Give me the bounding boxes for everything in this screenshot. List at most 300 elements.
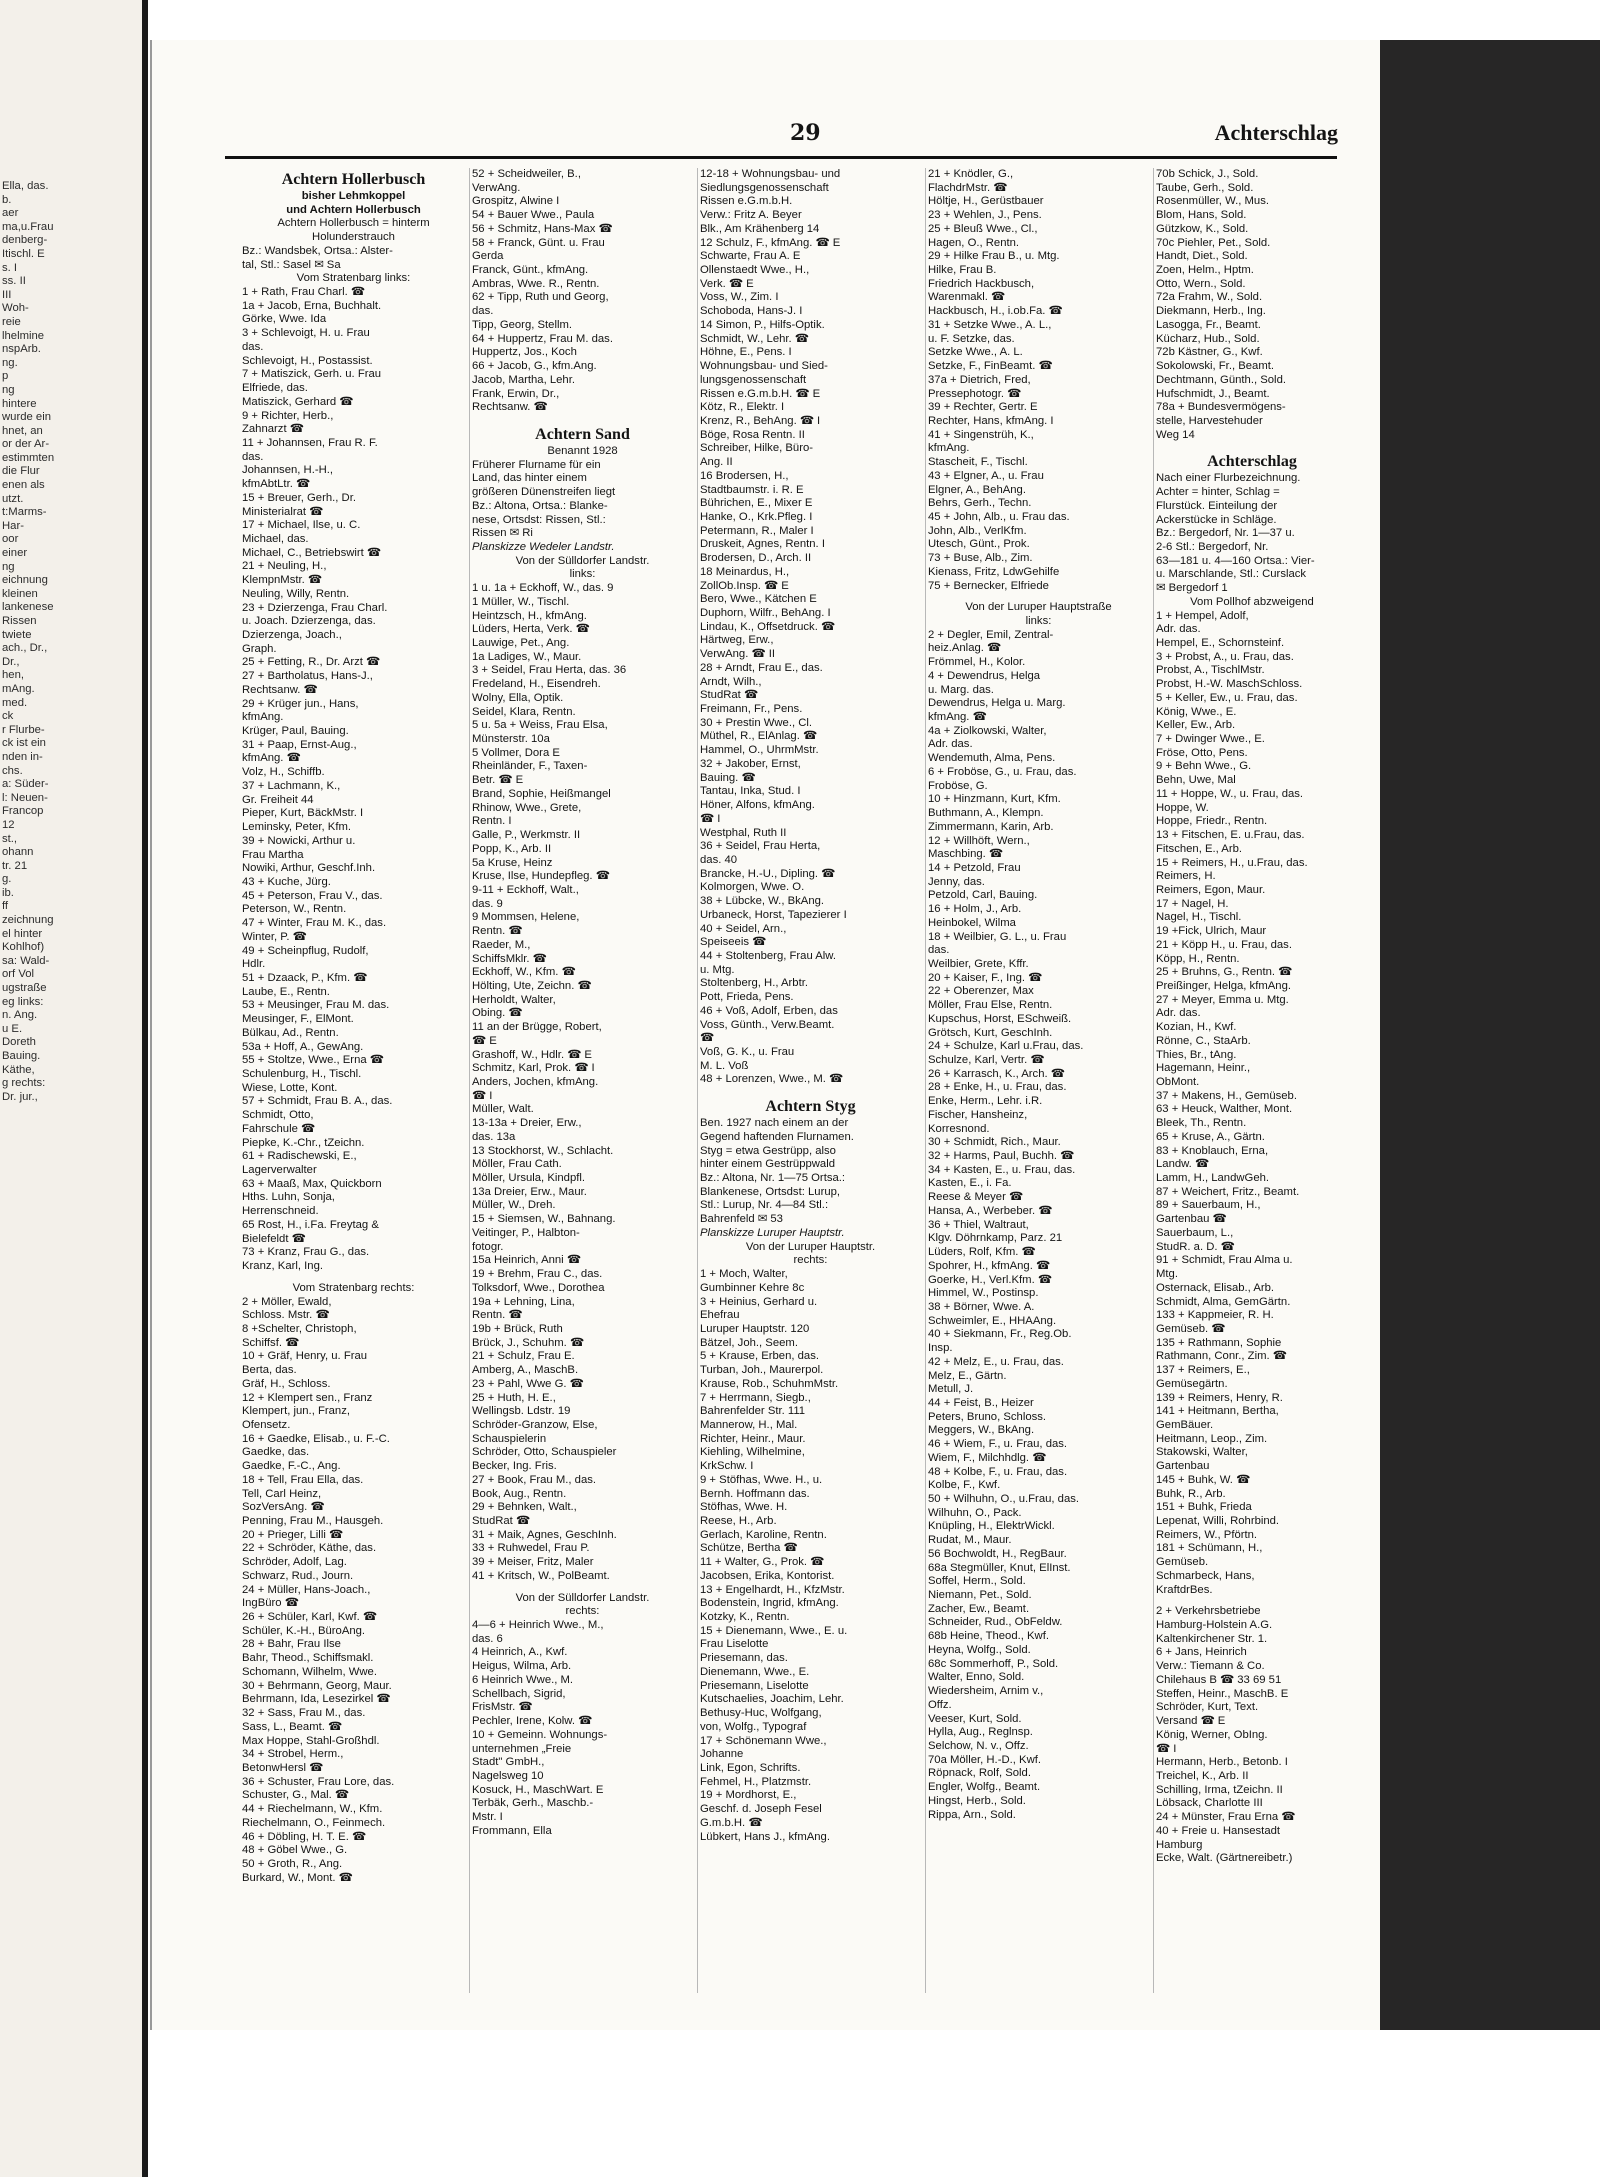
directory-line: 27 + Bartholatus, Hans-J., [242, 670, 373, 683]
directory-line: Hoppe, Friedr., Rentn. [1156, 815, 1268, 828]
directory-line: Raeder, M., [472, 938, 531, 951]
directory-line: Weilbier, Grete, Kffr. [928, 957, 1029, 970]
directory-line: 44 + Feist, B., Heizer [928, 1396, 1034, 1409]
directory-line: 66 + Jacob, G., kfm.Ang. [472, 360, 597, 373]
directory-line: größeren Dünenstreifen liegt [472, 486, 616, 499]
directory-line: Behn, Uwe, Mal [1156, 774, 1236, 787]
directory-line: Planskizze Wedeler Landstr. [472, 540, 615, 553]
directory-line: 1 + Moch, Walter, [700, 1268, 788, 1281]
directory-line: 63 + Maaß, Max, Quickborn [242, 1177, 382, 1190]
directory-line: Bodenstein, Ingrid, kfmAng. [700, 1597, 839, 1610]
directory-line: Veitinger, P., Halbton- [472, 1226, 580, 1239]
directory-line: Reimers, H. [1156, 870, 1216, 883]
directory-line: Styg = etwa Gestrüpp, also [700, 1144, 836, 1157]
directory-line: Stoltenberg, H., Arbtr. [700, 977, 809, 990]
directory-line: Früherer Flurname für ein [472, 458, 601, 471]
street-heading: Achtern Hollerbusch [281, 171, 426, 188]
directory-line: 56 + Schmitz, Hans-Max ☎ [472, 222, 613, 235]
directory-line: 43 + Kuche, Jürg. [242, 875, 331, 888]
directory-line: Hdlr. [242, 958, 266, 971]
directory-line: 50 + Groth, R., Ang. [242, 1857, 343, 1870]
facing-page-fragment: ck [2, 710, 14, 723]
directory-line: Veeser, Kurt, Sold. [928, 1712, 1022, 1725]
directory-line: 25 + Fetting, R., Dr. Arzt ☎ [242, 656, 381, 669]
facing-page-fragment: ohann [2, 846, 34, 859]
directory-line: Gartenbau [1156, 1460, 1210, 1473]
directory-line: ZollOb.Insp. ☎ E [700, 579, 789, 592]
directory-line: 3 + Schlevoigt, H. u. Frau [242, 327, 370, 340]
directory-line: KlempnMstr. ☎ [242, 574, 322, 587]
directory-line: 2 + Verkehrsbetriebe [1156, 1605, 1261, 1618]
directory-line: das. 40 [700, 853, 738, 866]
directory-line: Schiffsf. ☎ [242, 1336, 300, 1349]
directory-line: Schomann, Wilhelm, Wwe. [242, 1665, 377, 1678]
directory-line: Sauerbaum, L., [1156, 1226, 1234, 1239]
directory-line: Wellingsb. Ldstr. 19 [472, 1405, 571, 1418]
directory-line: 3 + Heinius, Gerhard u. [700, 1295, 818, 1308]
directory-line: 70c Piehler, Pet., Sold. [1156, 236, 1271, 249]
directory-line: FlachdrMstr. ☎ [928, 181, 1008, 194]
column-4 [928, 168, 1154, 1993]
directory-line: Adr. das. [928, 738, 973, 751]
directory-line: ☎ E [472, 1034, 497, 1047]
directory-line: Adr. das. [1156, 1007, 1201, 1020]
directory-line: Osternack, Elisab., Arb. [1156, 1281, 1275, 1294]
directory-line: 45 + John, Alb., u. Frau das. [928, 510, 1070, 523]
directory-line: Wiedersheim, Arnim v., [928, 1685, 1044, 1698]
directory-line: Lamm, H., LandwGeh. [1156, 1172, 1270, 1185]
directory-line: 28 + Arndt, Frau E., das. [700, 661, 823, 674]
directory-line: Preißinger, Helga, kfmAng. [1156, 979, 1291, 992]
directory-line: 151 + Buhk, Frieda [1156, 1501, 1252, 1514]
directory-line: 6 + Froböse, G., u. Frau, das. [928, 765, 1077, 778]
directory-line: Freimann, Fr., Pens. [700, 703, 803, 716]
directory-line: ☎ I [700, 812, 721, 825]
directory-line: u. Mtg. [700, 963, 735, 976]
directory-line: Heintzsch, H., kfmAng. [472, 609, 587, 622]
directory-line: Neuling, Willy, Rentn. [242, 587, 350, 600]
directory-line: Rippa, Arn., Sold. [928, 1808, 1016, 1821]
directory-line: Rechtsanw. ☎ [472, 401, 548, 414]
directory-line: Max Hoppe, Stahl-Großhdl. [242, 1734, 380, 1747]
facing-page-fragment: eichnung [2, 574, 48, 587]
directory-line: und Achtern Hollerbusch [286, 203, 421, 216]
directory-line: 6 Heinrich Wwe., M. [472, 1673, 574, 1686]
directory-line: Klempert, jun., Franz, [242, 1405, 350, 1418]
directory-line: Schwarz, Rud., Journ. [242, 1569, 354, 1582]
directory-line: 8 +Schelter, Christoph, [242, 1322, 357, 1335]
directory-line: Brodersen, D., Arch. II [700, 552, 812, 565]
directory-line: Möller, Frau Cath. [472, 1158, 562, 1171]
directory-line: 27 + Book, Frau M., das. [472, 1473, 597, 1486]
directory-line: 52 + Scheidweiler, B., [472, 168, 581, 180]
directory-line: 4—6 + Heinrich Wwe., M., [472, 1619, 604, 1632]
directory-line: 12 Schulz, F., kfmAng. ☎ E [700, 236, 841, 249]
directory-line: Bührichen, E., Mixer E [700, 497, 813, 510]
directory-line: Hanke, O., Krk.Pfleg. I [700, 510, 813, 523]
directory-line: Achter = hinter, Schlag = [1156, 486, 1280, 499]
column-2 [472, 168, 698, 1993]
directory-line: Bahrenfeld ✉ 53 [700, 1213, 783, 1226]
directory-line: Hermann, Herb., Betonb. I [1156, 1756, 1288, 1769]
directory-line: StudRat ☎ [472, 1515, 531, 1527]
directory-line: Wiem, F., Milchhdlg. ☎ [928, 1451, 1047, 1464]
directory-line: unternehmen „Freie [472, 1742, 572, 1755]
facing-page-fragment: zeichnung [2, 914, 54, 927]
directory-line: 3 + Seidel, Frau Herta, das. 36 [472, 664, 627, 677]
directory-line: Klgv. Döhrnkamp, Parz. 21 [928, 1232, 1063, 1245]
directory-line: 4a + Ziolkowski, Walter, [928, 724, 1047, 737]
directory-line: 15 + Breuer, Gerh., Dr. [242, 491, 356, 504]
directory-line: kfmAbtLtr. ☎ [242, 478, 311, 491]
directory-line: stelle, Harvestehuder [1156, 414, 1263, 427]
directory-line: 31 + Setzke Wwe., A. L., [928, 318, 1052, 331]
directory-line: 28 + Bahr, Frau Ilse [242, 1638, 341, 1651]
directory-line: Blk., Am Krähenberg 14 [700, 222, 820, 235]
directory-line: Gr. Freiheit 44 [242, 793, 314, 806]
directory-line: Rissen e.G.m.b.H. ☎ E [700, 387, 821, 400]
directory-line: Reese, H., Arb. [700, 1515, 777, 1527]
directory-line: u. F. Setzke, das. [928, 332, 1015, 345]
directory-line: Frommann, Ella [472, 1824, 552, 1837]
directory-line: 12 + Klempert sen., Franz [242, 1391, 373, 1404]
directory-line: 25 + Huth, H. E., [472, 1391, 556, 1404]
directory-line: 32 + Sass, Frau M., das. [242, 1707, 366, 1720]
directory-line: Kücharz, Hub., Sold. [1156, 332, 1260, 345]
directory-line: Korresnond. [928, 1122, 990, 1135]
directory-line: 62 + Tipp, Ruth und Georg, [472, 291, 609, 304]
facing-page-fragment: Doreth [2, 1036, 36, 1049]
directory-line: Heigus, Wilma, Arb. [472, 1660, 572, 1673]
directory-line: Vom Pollhof abzweigend [1190, 595, 1314, 608]
directory-line: Hilke, Frau B. [928, 264, 997, 277]
facing-page-fragment: kleinen [2, 587, 38, 600]
directory-line: Ang. II [700, 456, 733, 469]
directory-line: Johannsen, H.-H., [242, 464, 334, 477]
directory-line: Stl.: Lurup, Nr. 4—84 Stl.: [700, 1199, 829, 1212]
directory-line: Schwarte, Frau A. E [700, 250, 801, 263]
directory-line: Petermann, R., Maler I [700, 524, 814, 537]
directory-line: 72a Frahm, W., Sold. [1156, 291, 1263, 304]
directory-line: 14 Simon, P., Hilfs-Optik. [700, 318, 825, 331]
facing-page-fragment: ff [2, 900, 9, 913]
directory-line: Kruse, Ilse, Hundepfleg. ☎ [472, 870, 610, 883]
directory-line: 19 + Brehm, Frau C., das. [472, 1268, 603, 1281]
directory-line: 73 + Buse, Alb., Zim. [928, 552, 1033, 565]
directory-line: 34 + Kasten, E., u. Frau, das. [928, 1163, 1076, 1176]
directory-line: Stadt" GmbH., [472, 1756, 545, 1769]
facing-page-fragment: el hinter [2, 927, 43, 940]
column-1 [242, 168, 470, 1993]
directory-line: Warenmakl. ☎ [928, 291, 1006, 304]
directory-line: 41 + Kritsch, W., PolBeamt. [472, 1569, 610, 1582]
directory-line: Löbsack, Charlotte III [1156, 1797, 1263, 1810]
directory-line: 12 + Willhöft, Wern., [928, 834, 1030, 847]
directory-line: 36 + Seidel, Frau Herta, [700, 840, 821, 853]
directory-line: König, Wwe., E. [1156, 705, 1237, 718]
directory-line: Schmidt, Otto, [242, 1109, 314, 1122]
directory-line: Rentn. ☎ [472, 1309, 523, 1322]
directory-line: 23 + Wehlen, J., Pens. [928, 209, 1042, 222]
facing-page-fragment: t:Marms- [2, 506, 47, 519]
directory-line: Eckhoff, W., Kfm. ☎ [472, 966, 576, 979]
directory-line: Bz.: Bergedorf, Nr. 1—37 u. [1156, 527, 1295, 540]
directory-line: Kupschus, Horst, ESchweiß. [928, 1012, 1072, 1025]
directory-line: 6 + Jans, Heinrich [1156, 1646, 1247, 1659]
directory-line: 39 + Meiser, Fritz, Maler [472, 1556, 594, 1569]
directory-line: fotogr. [472, 1240, 504, 1253]
directory-line: Müller, W., Dreh. [472, 1199, 556, 1212]
directory-line: Matiszick, Gerhard ☎ [242, 395, 354, 408]
directory-line: 1a + Jacob, Erna, Buchhalt. [242, 299, 382, 312]
directory-line: Hagemann, Heinr., [1156, 1062, 1251, 1075]
directory-line: 63—181 u. 4—160 Ortsa.: Vier- [1156, 554, 1315, 567]
directory-line: Gemüseb. [1156, 1556, 1209, 1569]
directory-line: Soffel, Herm., Sold. [928, 1575, 1026, 1588]
directory-line: 51 + Dzaack, P., Kfm. ☎ [242, 971, 368, 984]
directory-line: Kolmorgen, Wwe. O. [700, 881, 805, 894]
directory-line: 49 + Scheinpflug, Rudolf, [242, 944, 369, 957]
directory-line: 26 + Schüler, Karl, Kwf. ☎ [242, 1611, 377, 1624]
directory-line: 30 + Prestin Wwe., Cl. [700, 716, 813, 729]
directory-line: 21 + Neuling, H., [242, 560, 327, 573]
directory-line: hinter einem Gestrüppwald [700, 1158, 836, 1171]
facing-page-fragment: Har- [2, 519, 24, 532]
directory-line: 29 + Hilke Frau B., u. Mtg. [928, 250, 1060, 263]
directory-line: Fredeland, H., Eisendreh. [472, 678, 601, 691]
directory-line: Schmitz, Karl, Prok. ☎ I [472, 1062, 595, 1075]
directory-line: Wendemuth, Alma, Pens. [928, 752, 1056, 765]
directory-line: ObMont. [1156, 1076, 1200, 1088]
directory-line: Pressephotogr. ☎ [928, 387, 1022, 400]
directory-line: 1 Müller, W., Tischl. [472, 595, 570, 608]
directory-line: Insp. [928, 1342, 953, 1355]
directory-line: Gumbinner Kehre 8c [700, 1281, 805, 1294]
directory-line: Kutschaelies, Joachim, Lehr. [700, 1693, 844, 1706]
directory-line: Lüders, Herta, Verk. ☎ [472, 623, 590, 636]
directory-line: Brand, Sophie, Heißmangel [472, 787, 611, 800]
directory-line: Benannt 1928 [547, 444, 618, 457]
directory-line: 30 + Schmidt, Rich., Maur. [928, 1136, 1061, 1149]
directory-line: 70b Schick, J., Sold. [1156, 168, 1259, 180]
directory-line: 10 + Gräf, Henry, u. Frau [242, 1350, 368, 1363]
directory-line: Fitschen, E., Arb. [1156, 842, 1243, 855]
directory-line: Stadtbaumstr. i. R. E [700, 483, 804, 496]
facing-page-fragment: hintere [2, 397, 37, 410]
directory-line: 65 + Kruse, A., Gärtn. [1156, 1130, 1265, 1143]
directory-line: 65 Rost, H., i.Fa. Freytag & [242, 1218, 379, 1231]
directory-line: Hoppe, W. [1156, 801, 1209, 814]
facing-page-fragment: s. I [2, 261, 18, 274]
directory-line: 87 + Weichert, Fritz., Beamt. [1156, 1185, 1300, 1198]
directory-line: Fröse, Otto, Pens. [1156, 746, 1248, 759]
directory-line: Landw. ☎ [1156, 1158, 1210, 1171]
directory-line: 11 + Hoppe, W., u. Frau, das. [1156, 787, 1304, 800]
directory-line: 1 + Rath, Frau Charl. ☎ [242, 286, 366, 299]
facing-page-fragment: u E. [2, 1022, 23, 1035]
directory-line: Rentn. ☎ [472, 925, 523, 938]
directory-line: Schulze, Karl, Vertr. ☎ [928, 1054, 1045, 1066]
directory-line: 24 + Münster, Frau Erna ☎ [1156, 1811, 1296, 1824]
directory-line: Herholdt, Walter, [472, 993, 556, 1006]
directory-line: Probst, H.-W. MaschSchloss. [1156, 678, 1303, 691]
directory-line: Brancke, H.-U., Dipling. ☎ [700, 867, 836, 880]
directory-line: Anders, Jochen, kfmAng. [472, 1076, 599, 1088]
directory-line: 14 + Petzold, Frau [928, 861, 1021, 874]
directory-line: lungsgenossenschaft [700, 373, 807, 386]
directory-line: Schröder, Otto, Schauspieler [472, 1446, 617, 1459]
directory-line: Ambras, Wwe. R., Rentn. [472, 277, 600, 290]
directory-line: Gaedke, das. [242, 1446, 310, 1459]
directory-line: u. Joach. Dzierzenga, das. [242, 615, 376, 628]
page-number: 29 [790, 120, 821, 146]
directory-line: Kasten, E., i. Fa. [928, 1177, 1012, 1190]
directory-line: 83 + Knoblauch, Erna, [1156, 1144, 1269, 1157]
facing-page-fragment: hnet, an [2, 424, 43, 437]
directory-line: Stakowski, Walter, [1156, 1446, 1248, 1459]
directory-line: 24 + Müller, Hans-Joach., [242, 1583, 371, 1596]
directory-line: Hansa, A., Werbeber. ☎ [928, 1204, 1053, 1217]
directory-line: Hammel, O., UhrmMstr. [700, 744, 819, 757]
directory-line: 9 + Behn Wwe., G. [1156, 760, 1252, 773]
directory-line: Hölting, Ute, Zeichn. ☎ [472, 979, 592, 992]
directory-line: Lasogga, Fr., Beamt. [1156, 318, 1261, 331]
directory-line: Kozian, H., Kwf. [1156, 1021, 1237, 1034]
directory-line: 20 + Kaiser, F., Ing. ☎ [928, 971, 1043, 984]
directory-line: 133 + Kappmeier, R. H. [1156, 1309, 1274, 1322]
directory-line: Höhne, E., Pens. I [700, 346, 792, 359]
facing-page-fragment: mAng. [2, 682, 35, 695]
facing-page-fragment: ng. [2, 356, 18, 369]
facing-page-fragment: hen, [2, 669, 24, 682]
directory-line: Vom Stratenbarg rechts: [292, 1281, 415, 1294]
directory-line: Schmidt, Alma, GemGärtn. [1156, 1295, 1291, 1308]
spacer [1156, 442, 1348, 450]
directory-line: Müller, Walt. [472, 1103, 534, 1116]
directory-line: Land, das hinter einem [472, 472, 587, 485]
directory-line: StudRat ☎ [700, 689, 759, 702]
directory-line: Bleek, Th., Rentn. [1156, 1117, 1247, 1130]
directory-line: 10 + Gemeinn. Wohnungs- [472, 1728, 608, 1741]
directory-line: Wolny, Ella, Optik. [472, 691, 564, 704]
facing-page-fragment: p [2, 370, 9, 383]
directory-line: Amberg, A., MaschB. [472, 1364, 579, 1377]
directory-line: 2 + Degler, Emil, Zentral- [928, 628, 1054, 641]
directory-line: Rechter, Hans, kfmAng. I [928, 414, 1054, 427]
directory-line: 9 + Stöfhas, Wwe. H., u. [700, 1473, 823, 1486]
directory-line: Köpp, H., Rentn. [1156, 952, 1240, 965]
directory-line: Höner, Alfons, kfmAng. [700, 799, 815, 812]
directory-line: Buthmann, A., Klempn. [928, 807, 1044, 820]
directory-line: Setzke, F., FinBeamt. ☎ [928, 360, 1053, 373]
directory-line: Behrs, Gerh., Techn. [928, 497, 1032, 510]
directory-line: 22 + Oberenzer, Max [928, 985, 1034, 998]
directory-line: KraftdrBes. [1156, 1583, 1213, 1596]
directory-line: Bz.: Altona, Ortsa.: Blanke- [472, 499, 608, 512]
directory-line: 5 + Keller, Ew., u. Frau, das. [1156, 691, 1298, 704]
directory-line: Ackerstücke in Schläge. [1156, 513, 1277, 526]
directory-line: Druskeit, Agnes, Rentn. I [700, 538, 825, 551]
directory-line: 145 + Buhk, W. ☎ [1156, 1473, 1251, 1486]
directory-line: 29 + Behnken, Walt., [472, 1501, 577, 1514]
directory-line: 36 + Schuster, Frau Lore, das. [242, 1775, 395, 1788]
directory-line: Schweimler, E., HHAAng. [928, 1314, 1057, 1327]
directory-line: Frau Liselotte [700, 1638, 769, 1651]
directory-line: tal, Stl.: Sasel ✉ Sa [242, 258, 341, 271]
directory-line: Bülkau, Ad., Rentn. [242, 1026, 339, 1039]
directory-line: Jacobsen, Erika, Kontorist. [700, 1569, 835, 1582]
spacer [472, 415, 693, 423]
directory-line: Steffen, Heinr., MaschB. E [1156, 1687, 1289, 1700]
directory-line: 15a Heinrich, Anni ☎ [472, 1254, 581, 1267]
directory-line: Münsterstr. 10a [472, 733, 550, 746]
directory-line: 16 Brodersen, H., [700, 469, 789, 482]
street-heading: Achtern Sand [535, 425, 630, 443]
directory-line: Gerda [472, 250, 504, 263]
directory-line: 21 + Knödler, G., [928, 168, 1014, 180]
directory-line: ☎ I [1156, 1742, 1177, 1755]
directory-line: Westphal, Ruth II [700, 826, 787, 839]
directory-line: 78a + Bundesvermögens- [1156, 401, 1286, 414]
directory-line: 5 + Krause, Erben, das. [700, 1350, 820, 1363]
facing-page-fragment: lhelmine [2, 329, 45, 342]
directory-line: 13 + Engelhardt, H., KfzMstr. [700, 1583, 845, 1596]
directory-line: Galle, P., Werkmstr. II [472, 829, 581, 842]
facing-page-fragment: denberg- [2, 234, 48, 247]
directory-line: Lepenat, Willi, Rohrbind. [1156, 1515, 1280, 1527]
directory-line: 44 + Stoltenberg, Frau Alw. [700, 949, 836, 962]
directory-line: Gegend haftenden Flurnamen. [700, 1130, 854, 1143]
directory-line: Goerke, H., Verl.Kfm. ☎ [928, 1273, 1052, 1286]
directory-line: Hempel, E., Schornsteinf. [1156, 637, 1285, 649]
directory-line: SozVersAng. ☎ [242, 1501, 325, 1514]
directory-line: Sass, L., Beamt. ☎ [242, 1720, 343, 1733]
directory-line: Siedlungsgenossenschaft [700, 181, 829, 194]
directory-line: Kaltenkirchener Str. 1. [1156, 1632, 1268, 1645]
facing-page-fragment: aer [2, 207, 19, 220]
directory-line: Pechler, Irene, Kolw. ☎ [472, 1715, 593, 1728]
directory-line: Voß, G. K., u. Frau [700, 1046, 795, 1058]
facing-page-fragment: utzt. [2, 492, 24, 505]
directory-line: König, Werner, ObIng. [1156, 1728, 1268, 1741]
directory-line: Elfriede, das. [242, 382, 308, 395]
directory-line: Stöfhas, Wwe. H. [700, 1501, 788, 1514]
facing-page-fragment: ng [2, 383, 15, 396]
directory-line: 1 + Hempel, Adolf, [1156, 609, 1249, 622]
directory-line: Reese & Meyer ☎ [928, 1191, 1024, 1204]
directory-line: 25 + Bruhns, G., Rentn. ☎ [1156, 966, 1293, 979]
directory-line: 39 + Nowicki, Arthur u. [242, 834, 356, 847]
directory-line: Rudat, M., Maur. [928, 1534, 1012, 1547]
directory-line: 15 + Siemsen, W., Bahnang. [472, 1213, 616, 1226]
column-5 [1156, 168, 1352, 1993]
facing-page-fragment: reie [2, 315, 21, 328]
directory-line: Rönne, C., StaArb. [1156, 1034, 1251, 1047]
directory-line: Michael, C., Betriebswirt ☎ [242, 546, 381, 559]
directory-line: Bernh. Hoffmann das. [700, 1487, 810, 1500]
directory-line: Engler, Wolfg., Beamt. [928, 1781, 1041, 1794]
directory-line: u. Marschlande, Stl.: Curslack [1156, 568, 1307, 581]
directory-line: Schütze, Bertha ☎ [700, 1542, 798, 1555]
directory-line: Schlevoigt, H., Postassist. [242, 354, 373, 367]
directory-line: 70a Möller, H.-D., Kwf. [928, 1753, 1042, 1766]
directory-line: G.m.b.H. ☎ [700, 1816, 763, 1829]
directory-line: 16 + Gaedke, Elisab., u. F.-C. [242, 1432, 390, 1445]
directory-line: Arndt, Wilh., [700, 675, 762, 688]
spacer [242, 1274, 465, 1282]
directory-line: Himmel, W., Postinsp. [928, 1287, 1039, 1300]
directory-line: 7 + Dwinger Wwe., E. [1156, 733, 1265, 746]
